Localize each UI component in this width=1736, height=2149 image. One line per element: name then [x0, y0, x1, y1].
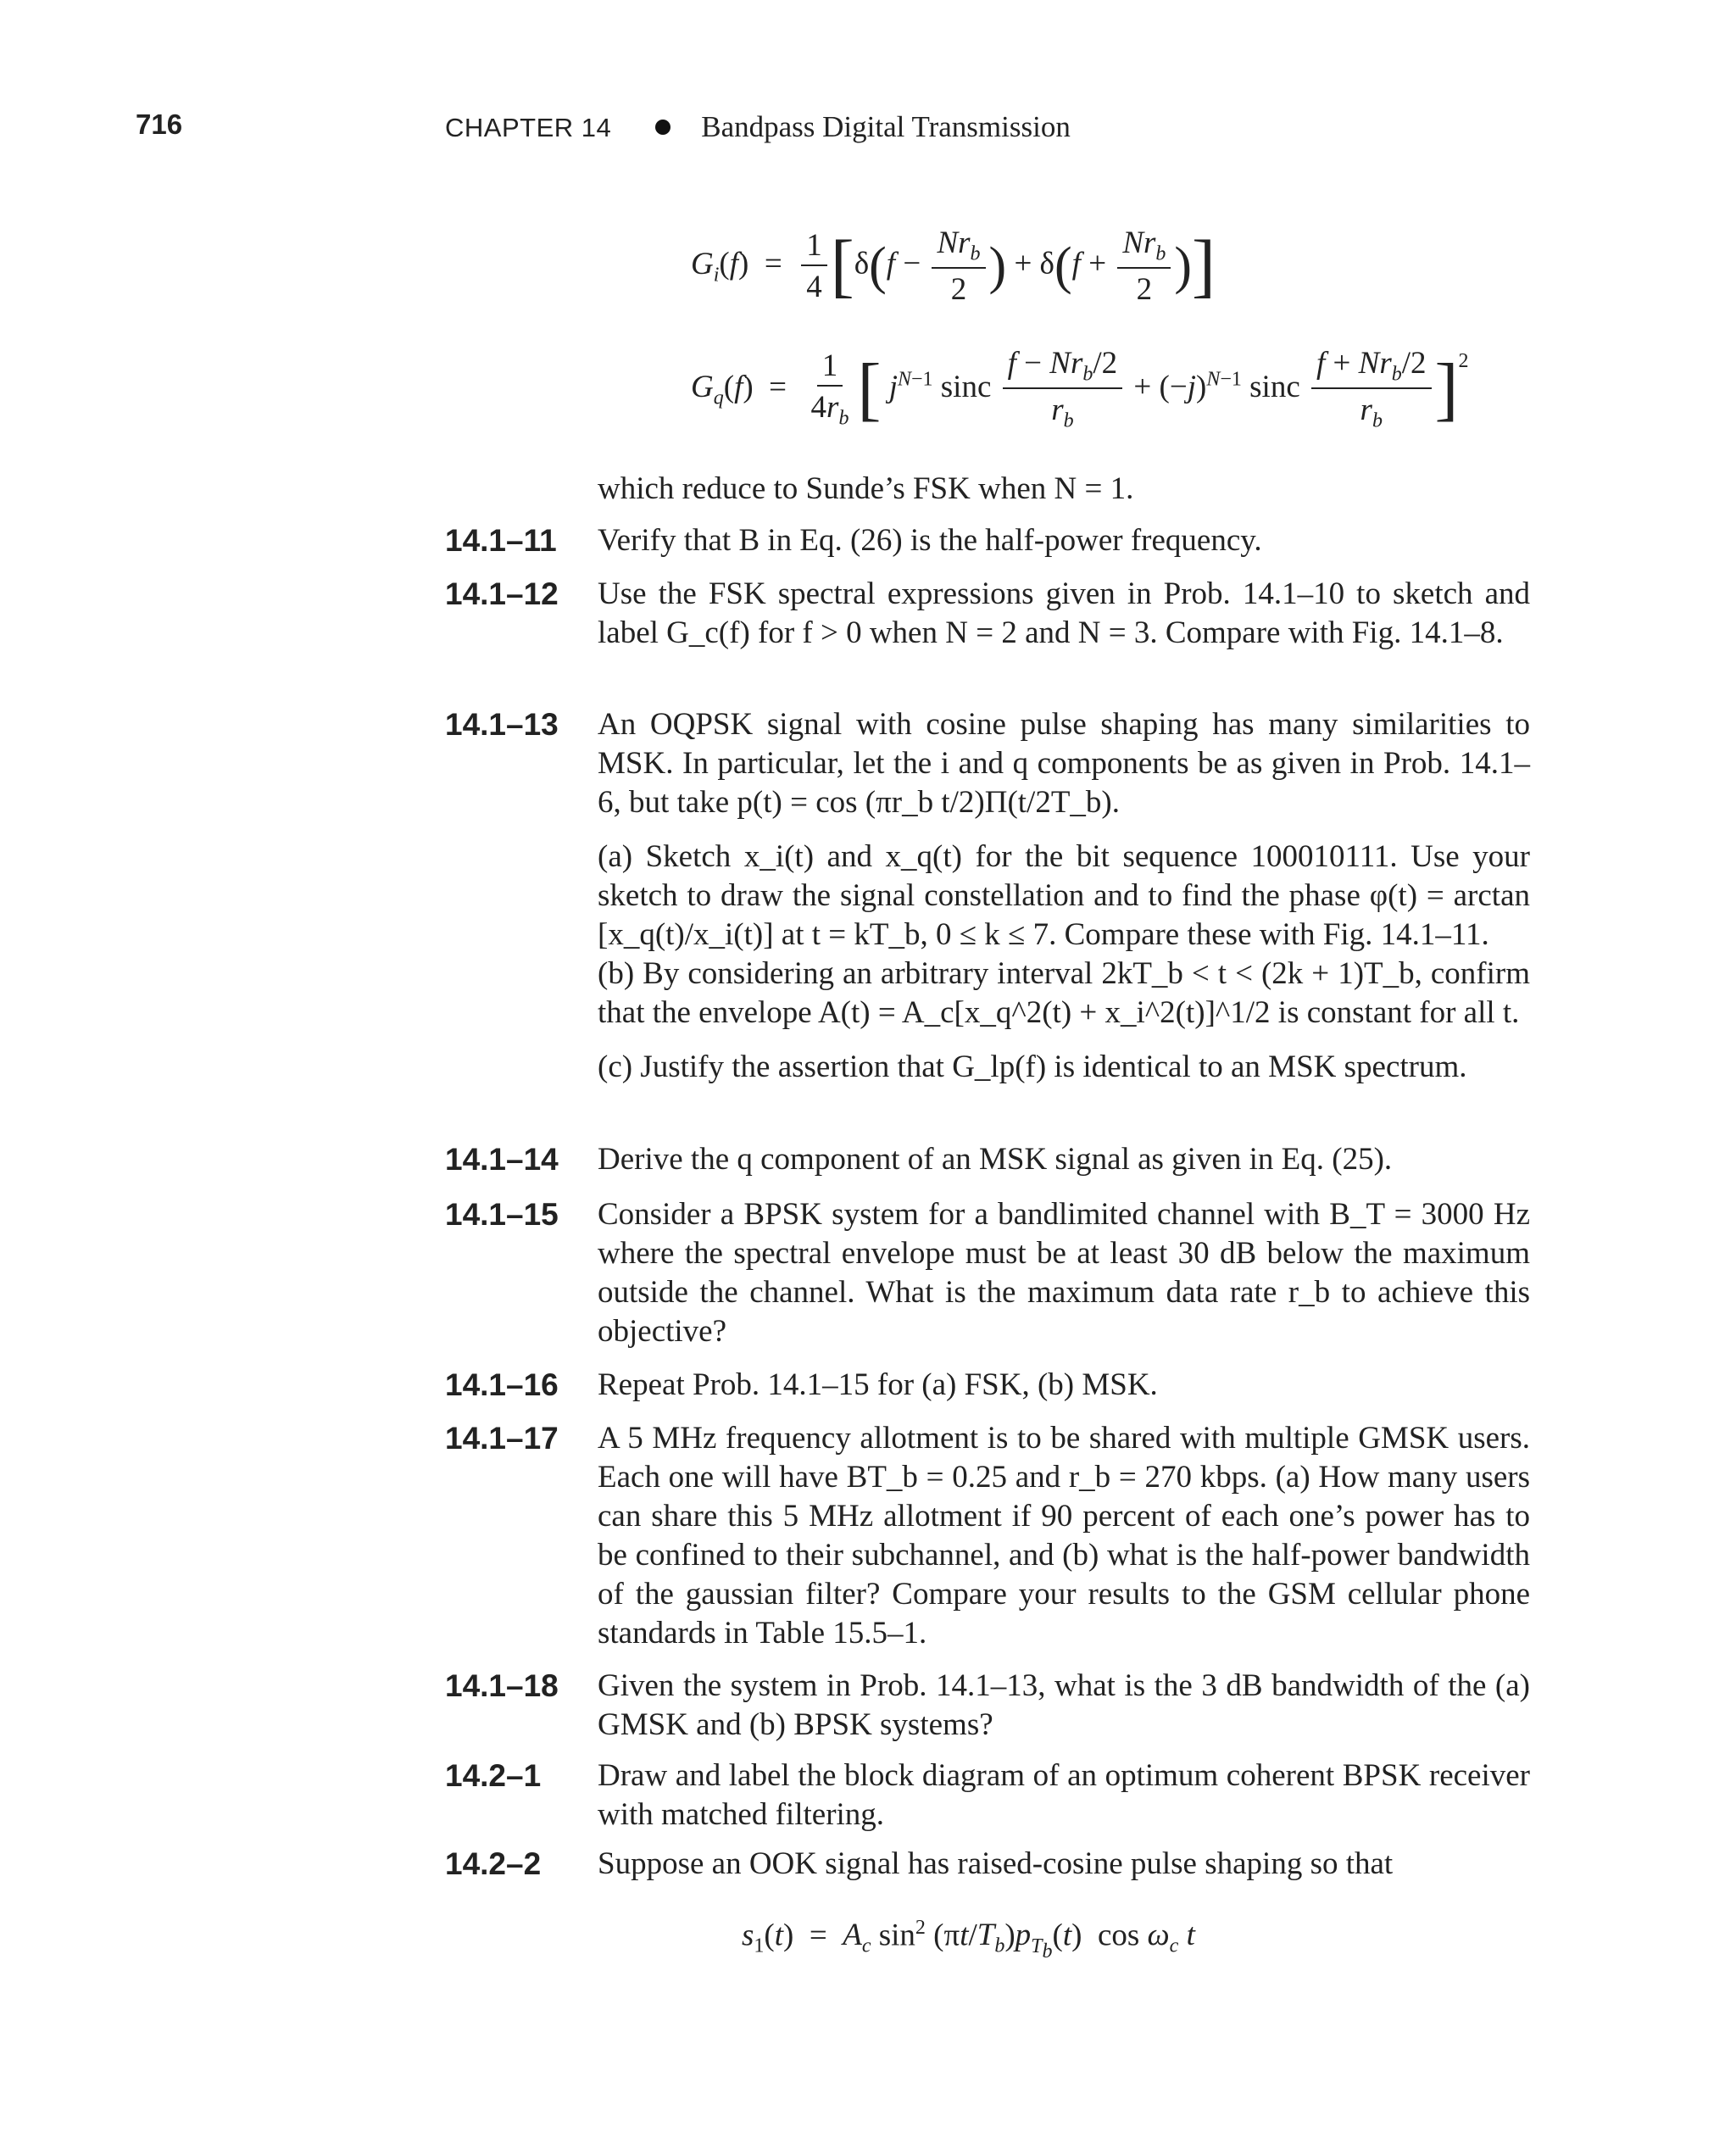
problem-text: Consider a BPSK system for a bandlimited channel with B_T = 3000 Hz where the spectral envelope must be at least 30 dB below the maximum outside the channel. What is the maximum data rate r_b to achieve this objective?: [598, 1197, 1530, 1349]
problem-number: 14.1–16: [445, 1367, 559, 1402]
problem-number: 14.1–12: [445, 576, 559, 611]
problem-text: Derive the q component of an MSK signal as given in Eq. (25).: [598, 1142, 1393, 1177]
problem-14-2-2: [445, 1845, 1736, 1884]
running-head: [445, 110, 1071, 144]
equation-gq: $G_q(f)$ = $\frac{1}{4r_b}$ [ $j^{N-1}$ sinc $\frac{f - Nr_b/2}{r_b}$ + $(-j)^{N-1}$ sinc $\frac{f + Nr_b/2}{r_b}$ ]$^2$: [691, 346, 1469, 432]
problem-14-1-15: [445, 1195, 1736, 1351]
equation-s1: $s_1(t) = A_c$ $\sin^2 (\pi t/T_b)p_{T_b}(t)$ $\cos \omega_c$ t: [742, 1917, 1195, 1962]
problem-number: 14.1–18: [445, 1668, 559, 1703]
problem-14-1-17: [445, 1419, 1736, 1653]
problem-text: Use the FSK spectral expressions given in Prob. 14.1–10 to sketch and label G_c(f) for f > 0 when N = 2 and N = 3. Compare with Fig. 14.1–8.: [598, 576, 1530, 650]
problem-text: Repeat Prob. 14.1–15 for (a) FSK, (b) MSK.: [598, 1367, 1158, 1402]
problem-14-1-11: [445, 521, 1736, 560]
chapter-label: CHAPTER 14: [445, 113, 612, 142]
page-number: 716: [136, 109, 183, 140]
problem-text: Draw and label the block diagram of an optimum coherent BPSK receiver with matched filtering.: [598, 1758, 1530, 1832]
problem-text: Suppose an OOK signal has raised-cosine pulse shaping so that: [598, 1846, 1394, 1881]
chapter-title: Bandpass Digital Transmission: [701, 110, 1071, 143]
problem-14-1-12: [445, 575, 1736, 653]
problem-number: 14.1–11: [445, 523, 557, 558]
problem-text: Verify that B in Eq. (26) is the half-power frequency.: [598, 523, 1262, 558]
problem-part-c: (c) Justify the assertion that G_lp(f) is identical to an MSK spectrum.: [598, 1049, 1467, 1084]
problem-number: 14.1–14: [445, 1142, 559, 1177]
bullet-icon: [655, 120, 670, 135]
problem-number: 14.2–1: [445, 1758, 542, 1793]
problem-number: 14.1–17: [445, 1421, 559, 1456]
intro-line: which reduce to Sunde’s FSK when N = 1.: [598, 471, 1134, 506]
problem-part-b: (b) By considering an arbitrary interval 2kT_b < t < (2k + 1)T_b, confirm that the envelope A(t) = A_c[x_q^2(t) + x_i^2(t)]^1/2 is constant for all t.: [598, 956, 1530, 1030]
problem-14-1-16: [445, 1366, 1736, 1405]
problem-14-1-14: [445, 1140, 1736, 1179]
problem-number: 14.2–2: [445, 1846, 542, 1881]
problem-text: Given the system in Prob. 14.1–13, what is the 3 dB bandwidth of the (a) GMSK and (b) BPSK systems?: [598, 1668, 1530, 1742]
problem-number: 14.1–13: [445, 707, 559, 742]
problem-14-1-18: [445, 1667, 1736, 1745]
problem-part-a: (a) Sketch x_i(t) and x_q(t) for the bit sequence 100010111. Use your sketch to draw the signal constellation and to find the phase φ(t) = arctan [x_q(t)/x_i(t)] at t = kT_b, 0 ≤ k ≤ 7. Compare these with Fig. 14.1–11.: [598, 839, 1530, 952]
problem-14-2-1: [445, 1757, 1736, 1834]
problem-text: A 5 MHz frequency allotment is to be shared with multiple GMSK users. Each one will have BT_b = 0.25 and r_b = 270 kbps. (a) How many users can share this 5 MHz allotment if 90 percent of each one’s power has to be confined to their subchannel, and (b) what is the half-power bandwidth of the gaussian filter? Compare your results to the GSM cellular phone standards in Table 15.5–1.: [598, 1421, 1530, 1651]
equation-gi: $G_i(f)$ = $\frac{1}{4}$ [δ(f − $\frac{Nr_b}{2}$ ) + δ(f + $\frac{Nr_b}{2}$ )]: [691, 225, 1216, 308]
problem-number: 14.1–15: [445, 1197, 559, 1232]
problem-14-1-13: [445, 705, 1736, 1087]
problem-text: An OQPSK signal with cosine pulse shaping has many similarities to MSK. In particular, let the i and q components be as given in Prob. 14.1–6, but take p(t) = cos (πr_b t/2)Π(t/2T_b).: [598, 707, 1530, 820]
